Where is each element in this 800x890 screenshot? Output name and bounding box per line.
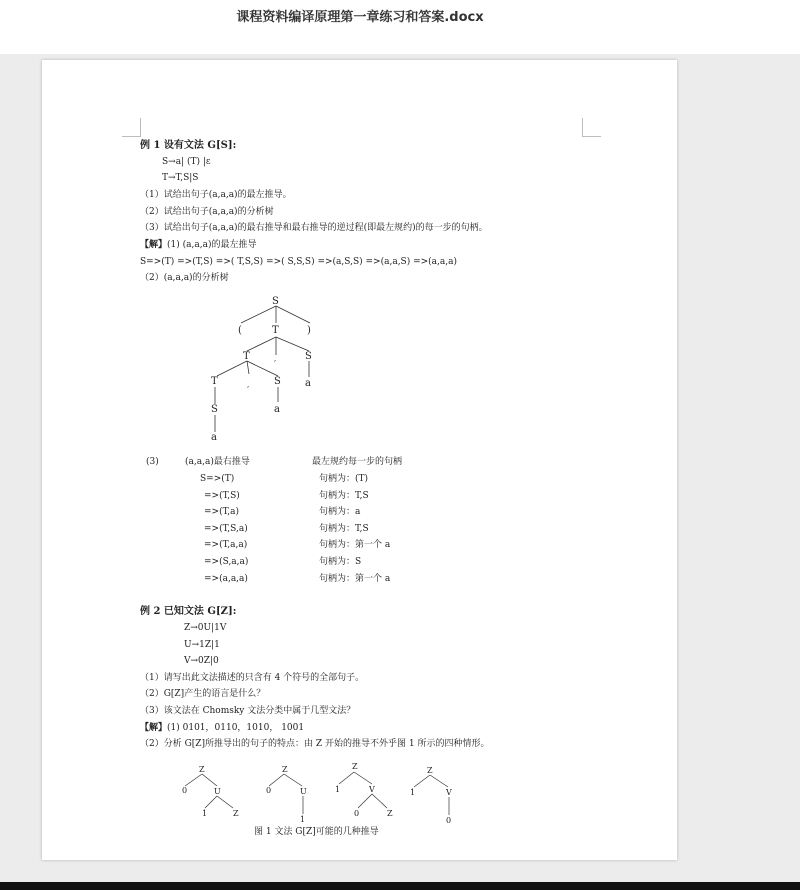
handle-step: 句柄为：(T) [319,474,369,484]
part-3-number: (3) [146,457,159,467]
handle-step: 句柄为：a [319,507,361,517]
svg-text:T: T [211,376,218,387]
example-1-heading: 例 1 设有文法 G[S]: [140,140,237,151]
svg-text:U: U [300,787,307,796]
leftmost-derivation: S=>(T) =>(T,S) =>( T,S,S) =>( S,S,S) =>(a,S,S) =>(a,a,S) =>(a,a,a) [140,257,458,267]
svg-text:V: V [369,785,375,794]
svg-text:a: a [211,432,217,443]
rightmost-step: =>(a,a,a) [204,574,248,584]
svg-text:V: V [446,788,452,797]
document-page [42,60,677,860]
derivation-figure [42,60,677,860]
rightmost-step: =>(S,a,a) [204,557,249,567]
handle-step: 句柄为：T,S [319,491,369,501]
handle-header: 最左规约每一步的句柄 [312,457,403,467]
grammar-rule: U→1Z|1 [184,640,220,650]
svg-text:S: S [305,351,312,362]
svg-text:T: T [272,325,279,336]
svg-text:Z: Z [282,765,288,774]
answer-label: 【解】 [140,723,168,733]
rightmost-header: (a,a,a)最右推导 [185,457,250,467]
example-2-heading: 例 2 已知文法 G[Z]: [140,606,237,617]
svg-text:a: a [305,378,311,389]
rightmost-step: =>(T,S,a) [204,524,248,534]
answer-label: 【解】 [140,240,168,250]
tree-caption: （2）(a,a,a)的分析树 [140,273,229,283]
question-3: （3）该文法在 Chomsky 文法分类中属于几型文法？ [140,706,356,716]
svg-text:0: 0 [354,809,360,818]
svg-text:0: 0 [182,786,188,795]
svg-text:a: a [274,404,280,415]
handle-step: 句柄为：S [319,557,362,567]
svg-text:1: 1 [410,788,416,797]
question-3: （3）试给出句子(a,a,a)的最右推导和最右推导的逆过程(即最左规约)的每一步的句柄。 [140,223,488,233]
svg-text:Z: Z [233,809,239,818]
grammar-rule: T→T,S|S [162,173,199,183]
rightmost-step: =>(T,a,a) [204,540,248,550]
svg-text:S: S [272,296,279,307]
svg-text:S: S [274,376,281,387]
svg-text:1: 1 [335,785,341,794]
bottom-bar [0,882,800,890]
rightmost-step: =>(T,S) [204,491,240,501]
svg-text:Z: Z [199,765,205,774]
question-2: （2）G[Z]产生的语言是什么？ [140,689,266,699]
svg-text:,: , [247,381,250,389]
svg-text:Z: Z [387,809,393,818]
document-title: 课程资料编译原理第一章练习和答案.docx [236,10,484,25]
answer-text: (1) (a,a,a)的最左推导 [167,240,257,250]
grammar-rule: Z→0U|1V [184,623,227,633]
rightmost-step: =>(T,a) [204,507,240,517]
question-1: （1）请写出此文法描述的只含有 4 个符号的全部句子。 [140,673,365,683]
svg-text:,: , [274,355,277,363]
svg-text:S: S [211,404,218,415]
svg-text:0: 0 [266,786,272,795]
svg-text:U: U [214,787,221,796]
handle-step: 句柄为：第一个 a [319,540,391,550]
answer-line-2: （2）分析 G[Z]所推导出的句子的特点：由 Z 开始的推导不外乎图 1 所示的四种情形。 [140,739,490,749]
svg-text:1: 1 [300,815,306,824]
grammar-rule: V→0Z|0 [184,656,219,666]
svg-text:): ) [307,325,311,336]
svg-text:(: ( [238,325,242,336]
question-1: （1）试给出句子(a,a,a)的最左推导。 [140,190,292,200]
handle-step: 句柄为：T,S [319,524,369,534]
rightmost-step: S=>(T) [200,474,235,484]
handle-step: 句柄为：第一个 a [319,574,391,584]
figure-caption: 图 1 文法 G[Z]可能的几种推导 [254,827,379,837]
svg-text:1: 1 [202,809,208,818]
svg-text:Z: Z [427,766,433,775]
svg-text:Z: Z [352,762,358,771]
svg-text:T: T [243,351,250,362]
title-bar [0,0,800,54]
answer-text: (1) 0101，0110，1010， 1001 [167,723,305,733]
question-2: （2）试给出句子(a,a,a)的分析树 [140,207,274,217]
grammar-rule: S→a| (T) |ε [162,157,211,167]
svg-text:0: 0 [446,816,452,825]
